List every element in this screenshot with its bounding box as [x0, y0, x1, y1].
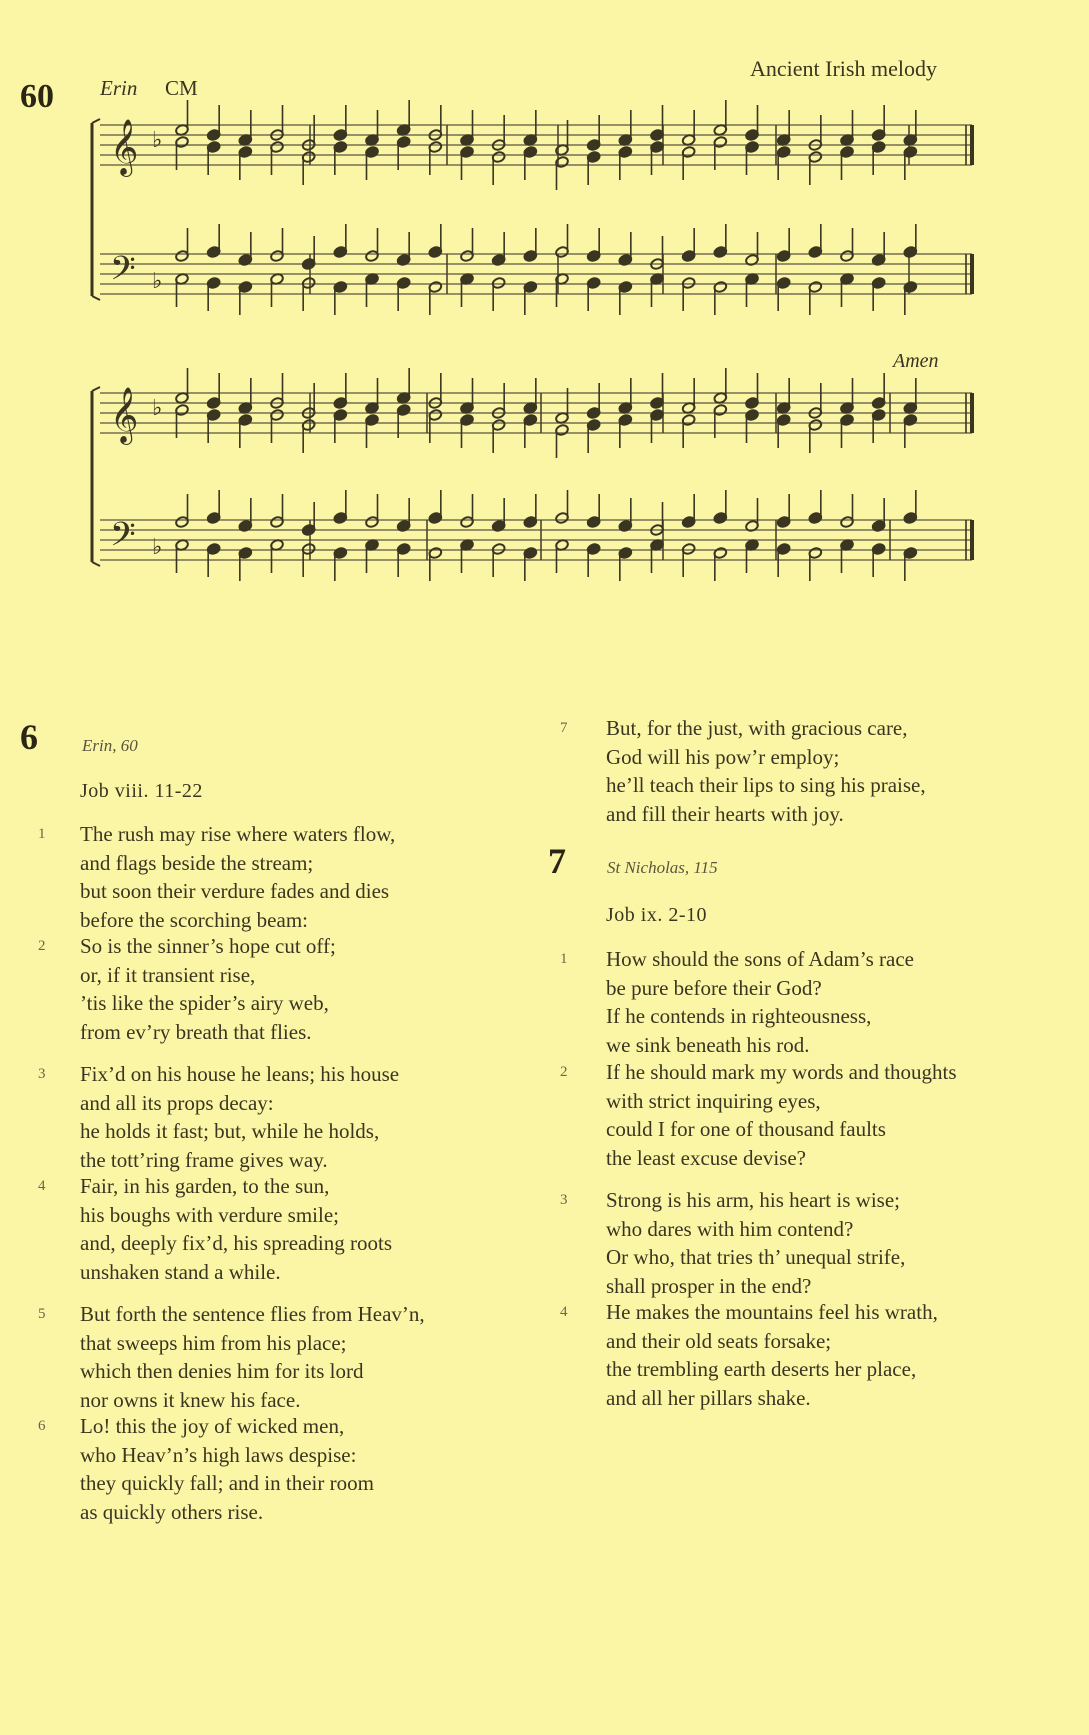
- verse-line: the trembling earth deserts her place,: [606, 1357, 917, 1381]
- verse-line: he’ll teach their lips to sing his praise,: [606, 773, 926, 797]
- verse-line: who Heav’n’s high laws despise:: [80, 1442, 357, 1467]
- verse-text: [606, 1186, 905, 1300]
- verse-line: as quickly others rise.: [80, 1499, 264, 1524]
- verse-line: God will his pow’r employ;: [606, 744, 840, 769]
- verse-text: [80, 1172, 392, 1286]
- music-score: [0, 0, 1089, 620]
- verse-line: and their old seats forsake;: [606, 1328, 832, 1353]
- verse-line: before the scorching beam:: [80, 907, 308, 932]
- verse-line: Fix’d on his house he leans; his house: [80, 1062, 400, 1086]
- psalm-7-tune-ref: St Nicholas, 115: [607, 858, 718, 877]
- verse-number: 1: [560, 951, 568, 967]
- verse-line: If he contends in righteousness,: [606, 1004, 872, 1028]
- verse-number: 3: [560, 1192, 568, 1208]
- treble-clef: 𝄞: [110, 387, 139, 443]
- verse-line: and fill their hearts with joy.: [606, 801, 844, 826]
- amen-label: Amen: [893, 350, 939, 372]
- psalm-6-number: 6: [20, 717, 38, 757]
- verse-line: Or who, that tries th’ unequal strife,: [606, 1245, 906, 1269]
- verse-line: the tott’ring frame gives way.: [80, 1147, 328, 1172]
- verse-line: But, for the just, with gracious care,: [606, 716, 908, 740]
- verse-line: they quickly fall; and in their room: [80, 1471, 374, 1495]
- verse-line: and, deeply fix’d, his spreading roots: [80, 1231, 393, 1255]
- system-bracket: [92, 387, 100, 391]
- verse-line: could I for one of thousand faults: [606, 1117, 886, 1141]
- psalm-7-scripture: Job ix. 2-10: [606, 904, 707, 926]
- verse-line: his boughs with verdure smile;: [80, 1202, 339, 1227]
- verse-text: [606, 945, 914, 1059]
- bass-clef: 𝄢: [110, 250, 136, 296]
- verse-number: 3: [38, 1066, 46, 1082]
- verse-line: who dares with him contend?: [606, 1216, 854, 1241]
- verse-line: we sink beneath his rod.: [606, 1032, 810, 1057]
- tune-source: Ancient Irish melody: [750, 56, 937, 81]
- bass-clef: 𝄢: [110, 516, 136, 562]
- verse-text: [80, 932, 336, 1046]
- verse-line: from ev’ry breath that flies.: [80, 1019, 312, 1044]
- verse-line: Strong is his arm, his heart is wise;: [606, 1188, 900, 1212]
- verse-text: [80, 1300, 425, 1414]
- verse-line: But forth the sentence flies from Heav’n,: [80, 1302, 425, 1326]
- verse-line: He makes the mountains feel his wrath,: [606, 1300, 938, 1324]
- verse-text: [606, 714, 926, 828]
- flat-sign: ♭: [152, 396, 163, 421]
- verse-line: The rush may rise where waters flow,: [80, 822, 396, 846]
- verse-line: be pure before their God?: [606, 975, 822, 1000]
- verse-text: [606, 1298, 938, 1412]
- verse-line: with strict inquiring eyes,: [606, 1088, 821, 1113]
- verse-text: [80, 1060, 399, 1174]
- psalm-6-scripture: Job viii. 11-22: [80, 780, 203, 802]
- verse-text: [80, 820, 395, 934]
- psalm-6-tune-ref: Erin, 60: [82, 736, 138, 755]
- verse-line: and all her pillars shake.: [606, 1385, 811, 1410]
- hymn-number: 60: [20, 78, 54, 115]
- verse-line: nor owns it knew his face.: [80, 1387, 301, 1412]
- verse-number: 7: [560, 720, 568, 736]
- flat-sign: ♭: [152, 535, 163, 560]
- verse-line: shall prosper in the end?: [606, 1273, 812, 1298]
- verse-line: and flags beside the stream;: [80, 850, 314, 875]
- treble-clef: 𝄞: [110, 119, 139, 175]
- verse-number: 2: [38, 938, 46, 954]
- verse-text: [606, 1058, 957, 1172]
- psalm-7-number: 7: [548, 841, 566, 881]
- verse-text: [80, 1412, 374, 1526]
- flat-sign: ♭: [152, 269, 163, 294]
- system-bracket: [92, 296, 100, 300]
- verse-line: the least excuse devise?: [606, 1145, 806, 1170]
- verse-line: he holds it fast; but, while he holds,: [80, 1119, 380, 1143]
- tune-meter: CM: [165, 76, 198, 100]
- verse-line: ’tis like the spider’s airy web,: [80, 991, 329, 1015]
- system-bracket: [92, 562, 100, 566]
- verse-line: which then denies him for its lord: [80, 1359, 364, 1383]
- system-bracket: [92, 119, 100, 123]
- tune-name: Erin: [100, 76, 138, 100]
- verse-number: 6: [38, 1418, 46, 1434]
- verse-number: 4: [38, 1178, 46, 1194]
- verse-line: Fair, in his garden, to the sun,: [80, 1174, 330, 1198]
- verse-line: that sweeps him from his place;: [80, 1330, 347, 1355]
- verse-line: How should the sons of Adam’s race: [606, 947, 914, 971]
- flat-sign: ♭: [152, 128, 163, 153]
- verse-line: but soon their verdure fades and dies: [80, 879, 390, 903]
- verse-line: or, if it transient rise,: [80, 962, 256, 987]
- verse-line: unshaken stand a while.: [80, 1259, 281, 1284]
- verse-line: Lo! this the joy of wicked men,: [80, 1414, 345, 1438]
- verse-number: 5: [38, 1306, 46, 1322]
- verse-line: and all its props decay:: [80, 1090, 274, 1115]
- verse-line: So is the sinner’s hope cut off;: [80, 934, 336, 958]
- verse-number: 1: [38, 826, 46, 842]
- verse-line: If he should mark my words and thoughts: [606, 1060, 957, 1084]
- verse-number: 4: [560, 1304, 568, 1320]
- verse-number: 2: [560, 1064, 568, 1080]
